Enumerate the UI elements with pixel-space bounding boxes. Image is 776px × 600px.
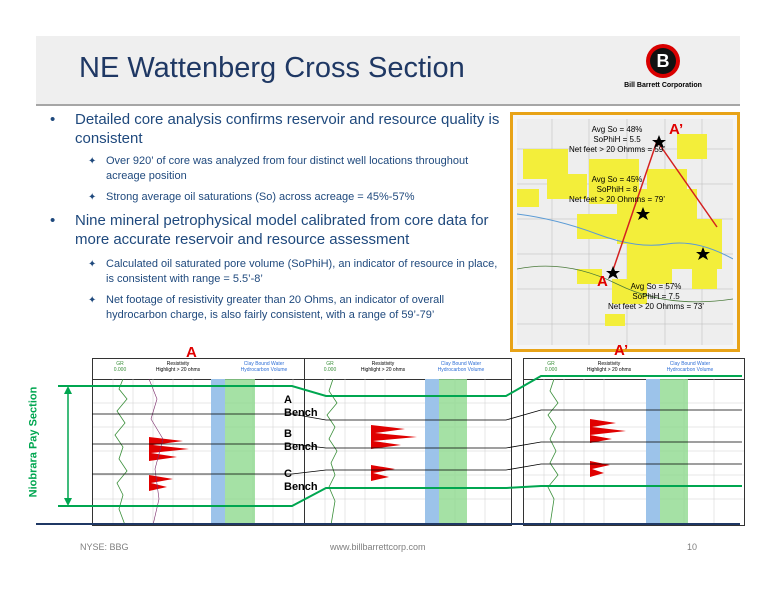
logo-mark [646,44,680,78]
section-label-a-prime: A’ [614,342,629,359]
sub-bullet-2-1: ✦ Calculated oil saturated pore volume (SoPhiH), an indicator of resource in place, is consistent with range = 5.5’-8’ [88,258,498,285]
map-canvas [517,119,733,345]
bullet-list [48,110,508,329]
panel-header: GR 0.000 Resistivity Highlight > 20 ohms Clay Bound Water Hydrocarbon Volume [524,359,744,380]
sub-bullet-1-1: ✦ Over 920’ of core was analyzed from four distinct well locations throughout acreage position [88,155,469,182]
bullet-2: • Nine mineral petrophysical model calibrated from core data for more accurate reservoir and resource assessment [48,211,508,249]
slide-title: NE Wattenberg Cross Section [79,52,465,84]
well-label-2: Avg So = 45% SoPhiH = 8 Net feet > 20 Ohmms = 79’ [568,175,666,204]
company-logo [618,44,708,94]
bullet-1: • Detailed core analysis confirms reservoir and resource quality is consistent [48,110,508,148]
well-label-1: Avg So = 48% SoPhiH = 5.5 Net feet > 20 Ohmms = 59’ [568,125,666,154]
map-point-a-prime: A’ [669,121,684,138]
panel-header: GR 0.000 Resistivity Highlight > 20 ohms Clay Bound Water Hydrocarbon Volume [305,359,511,380]
footer-divider [36,523,740,525]
logo-text: Bill Barrett Corporation [624,82,702,89]
map-point-a: A [597,273,608,290]
well-label-3: Avg So = 57% SoPhiH = 7.5 Net feet > 20 Ohmms = 73’ [607,282,705,311]
footer-ticker: NYSE: BBG [80,542,129,552]
niobrara-pay-label: Niobrara Pay Section [27,386,40,498]
arrow-bullet-icon: ✦ [88,295,97,306]
arrow-bullet-icon: ✦ [88,192,97,203]
bench-b-label: B Bench [284,428,318,453]
arrow-bullet-icon: ✦ [88,156,97,167]
acreage-map [510,112,740,352]
bench-c-label: C Bench [284,468,318,493]
footer-website: www.billbarrettcorp.com [330,542,426,552]
sub-bullet-1-2: ✦ Strong average oil saturations (So) across acreage = 45%-57% [88,191,415,203]
header-divider [36,104,740,106]
arrow-bullet-icon: ✦ [88,259,97,270]
page-number: 10 [687,542,698,552]
correlation-lines [36,348,742,528]
cross-section [36,342,742,528]
logo-b-icon: B [650,48,676,74]
section-label-a: A [186,344,197,361]
sub-bullet-2-2: ✦ Net footage of resistivity greater than 20 Ohms, an indicator of overall hydrocarbon charge, is also fairly consistent, with a range of 59’-79’ [88,294,445,321]
bench-a-label: A Bench [284,394,318,419]
panel-header: GR 0.000 Resistivity Highlight > 20 ohms Clay Bound Water Hydrocarbon Volume [93,359,321,380]
